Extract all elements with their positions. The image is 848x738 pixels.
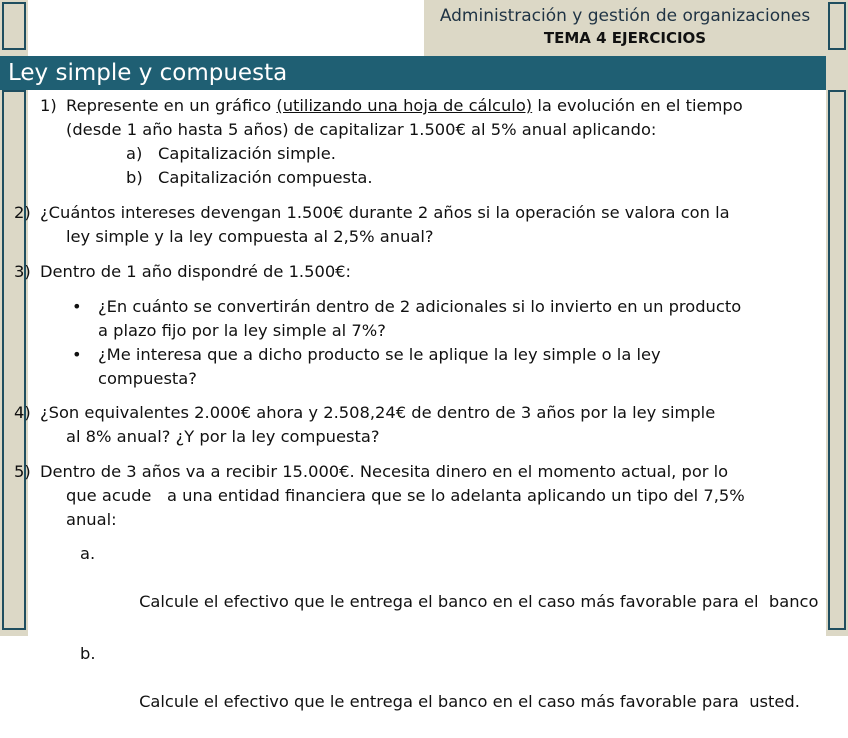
right-frame [826, 0, 848, 636]
sub-item-b [66, 166, 816, 190]
exercise-5 [14, 460, 819, 738]
title-bar [0, 56, 826, 90]
exercise-3 [14, 260, 816, 391]
exercise-number: 4) [14, 403, 31, 422]
exercise-5-line-3: anual: [66, 510, 117, 529]
sub-item-text: Capitalización simple. [158, 144, 336, 163]
sub-item-a [66, 142, 816, 166]
exercise-text: Represente en un gráfico [66, 96, 277, 115]
exercise-1-line-2: (desde 1 año hasta 5 años) de capitalizar 1.500€ al 5% anual aplicando: [66, 120, 657, 139]
exercise-4-line-1: ¿Son equivalentes 2.000€ ahora y 2.508,24€ de dentro de 3 años por la ley simple [40, 403, 716, 422]
exercise-4 [14, 401, 816, 449]
exercise-number: 3) [14, 262, 31, 281]
exercise-5-line-2: que acude a una entidad financiera que se lo adelanta aplicando un tipo del 7,5% [66, 486, 745, 505]
right-frame-top-panel [828, 2, 846, 50]
sub-item-b [40, 642, 816, 738]
exercise-text: la evolución en el tiempo [532, 96, 743, 115]
bullet-item-2 [14, 343, 816, 391]
slide-title: Ley simple y compuesta [8, 60, 288, 86]
exercise-3-line-1: Dentro de 1 año dispondré de 1.500€: [40, 262, 352, 281]
right-frame-bottom-panel [828, 90, 846, 630]
exercise-2-line-1: ¿Cuántos intereses devengan 1.500€ durante 2 años si la operación se valora con la [40, 203, 730, 222]
topic-title: TEMA 4 EJERCICIOS [543, 29, 707, 47]
underlined-text: (utilizando una hoja de cálculo) [276, 96, 533, 115]
sub-item-text: Calcule el efectivo que le entrega el banco en el caso más favorable para el banco [139, 592, 819, 611]
course-title: Administración y gestión de organizaciones [439, 6, 811, 26]
exercise-2-line-2: ley simple y la ley compuesta al 2,5% anual? [66, 227, 434, 246]
sub-item-mark: b. [80, 644, 96, 663]
bullet-line: compuesta? [98, 369, 197, 388]
header-box [424, 0, 826, 56]
bullet-line: ¿En cuánto se convertirán dentro de 2 adicionales si lo invierto en un producto [98, 297, 742, 316]
exercise-4-line-2: al 8% anual? ¿Y por la ley compuesta? [66, 427, 380, 446]
sub-item-text: Capitalización compuesta. [158, 168, 373, 187]
exercise-number: 5) [14, 462, 31, 481]
bullet-item-1 [14, 295, 816, 343]
exercise-number: 2) [14, 203, 31, 222]
sub-item-text: Calcule el efectivo que le entrega el banco en el caso más favorable para usted. [139, 692, 800, 711]
sub-item-mark: a. [80, 544, 96, 563]
bullet-line: a plazo fijo por la ley simple al 7%? [98, 321, 386, 340]
left-frame-top-panel [2, 2, 26, 50]
sub-item-a [40, 542, 819, 638]
bullet-line: ¿Me interesa que a dicho producto se le aplique la ley simple o la ley [98, 345, 661, 364]
sub-item-mark: b) [126, 168, 143, 187]
exercise-list [14, 94, 819, 738]
exercise-2 [14, 201, 816, 249]
bullet-mark: • [72, 345, 82, 364]
exercise-1 [40, 94, 816, 190]
bullet-mark: • [72, 297, 82, 316]
sub-item-mark: a) [126, 144, 143, 163]
exercise-5-line-1: Dentro de 3 años va a recibir 15.000€. Necesita dinero en el momento actual, por lo [40, 462, 729, 481]
exercise-1-line-1 [66, 94, 816, 118]
exercise-number: 1) [40, 96, 57, 115]
